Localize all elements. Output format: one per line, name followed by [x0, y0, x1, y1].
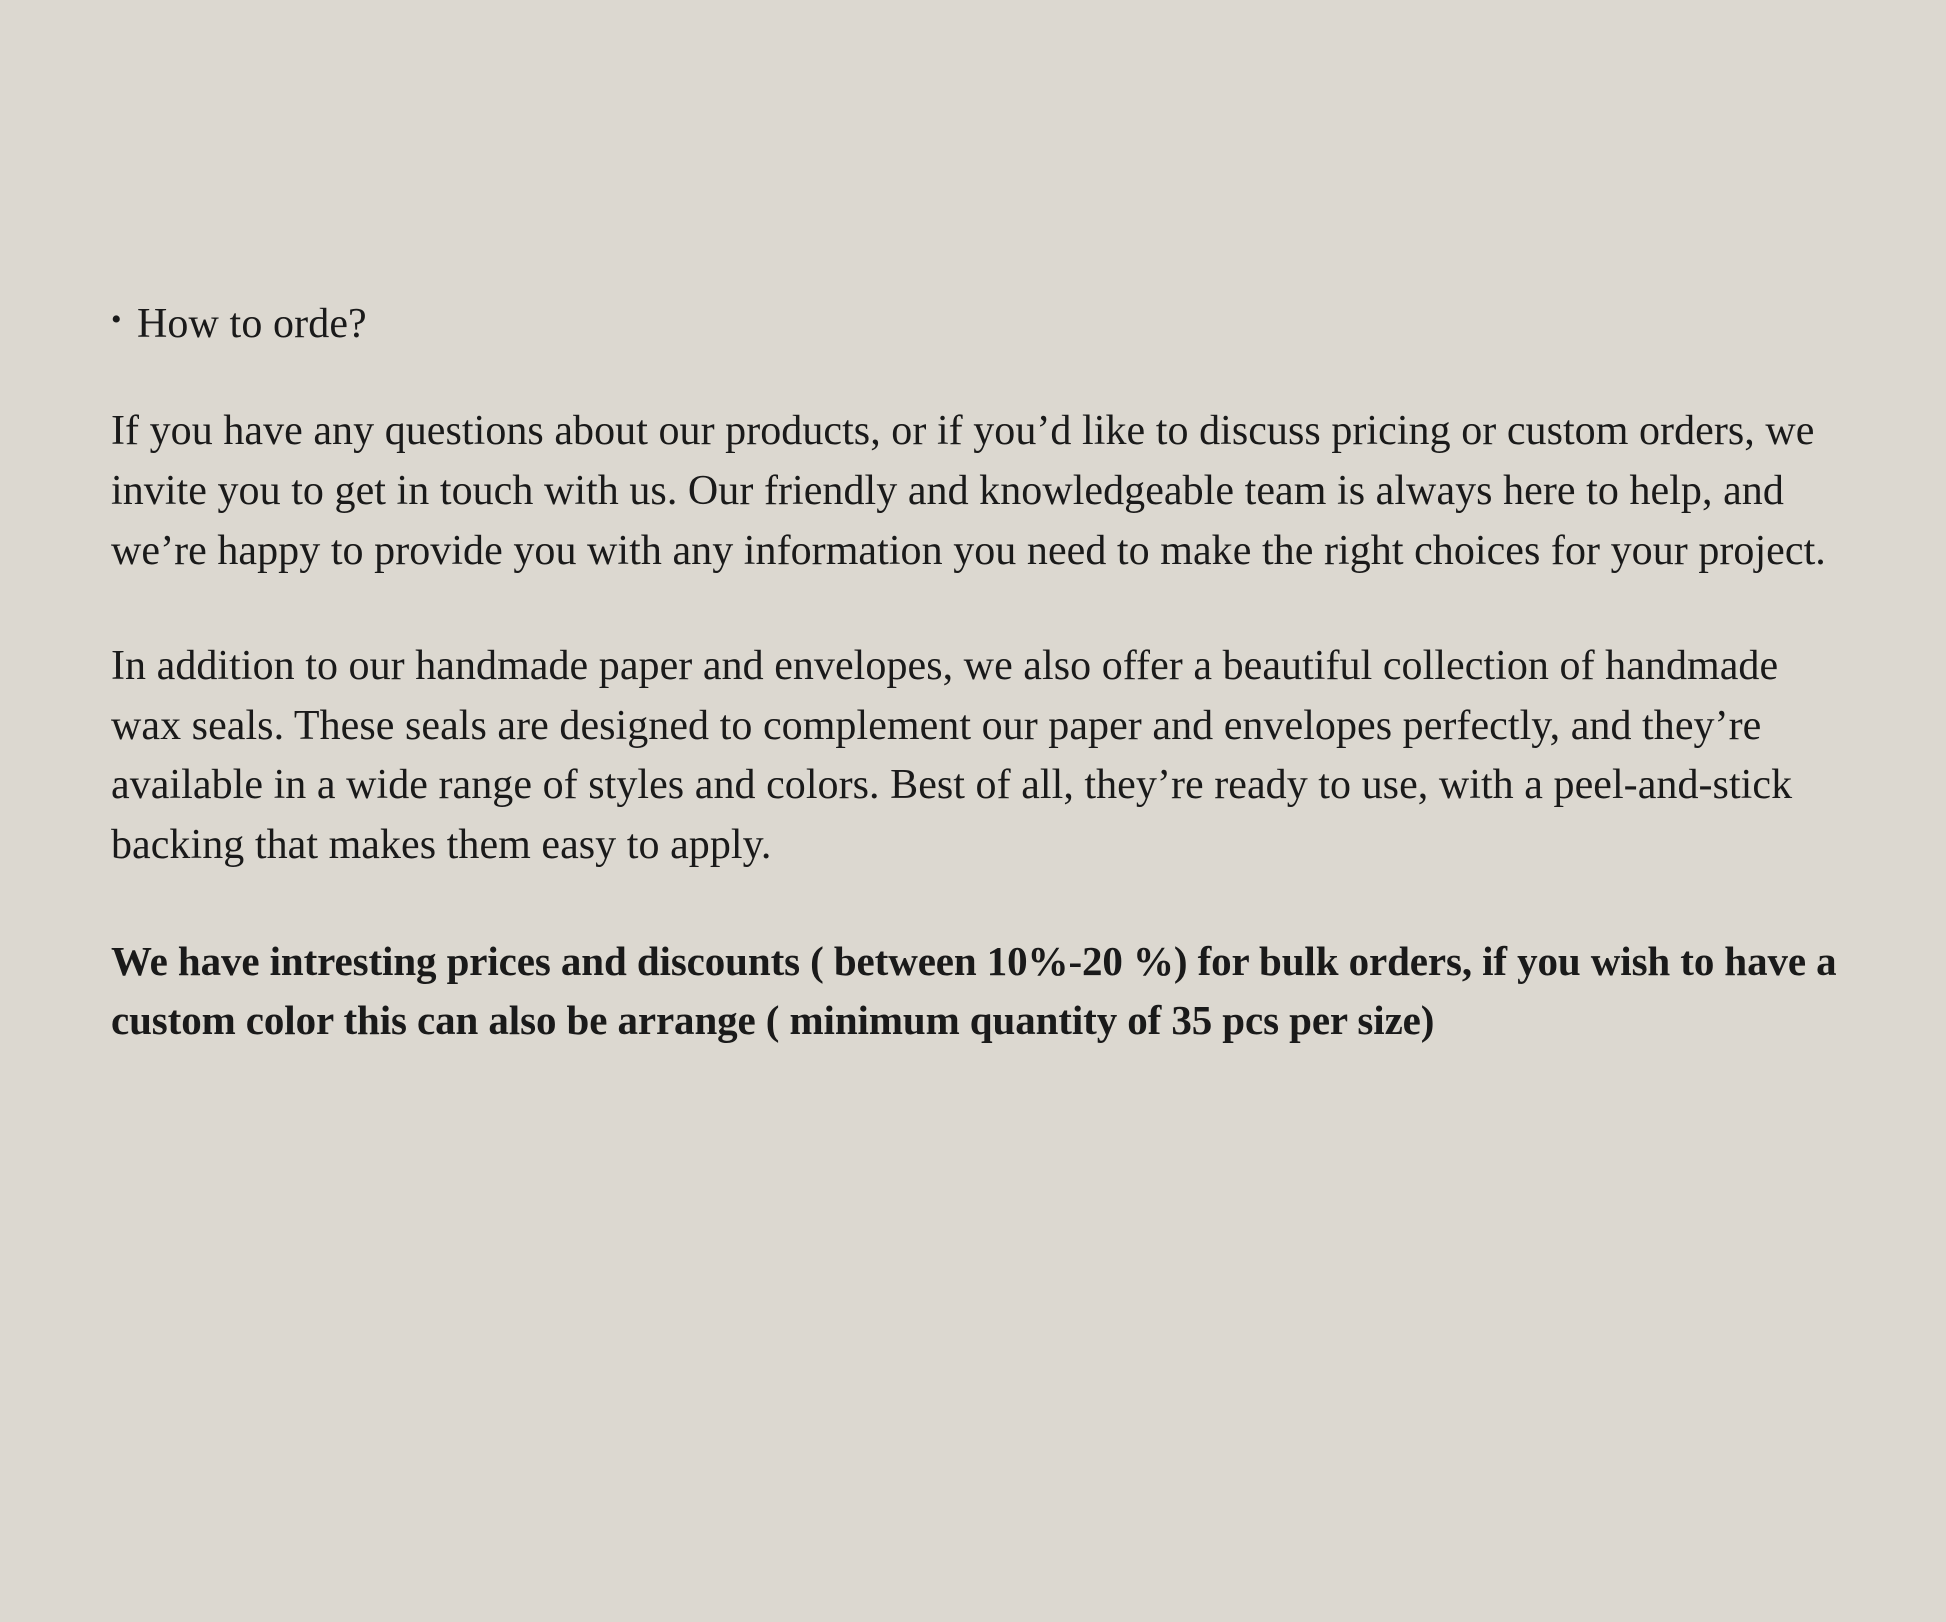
- paragraph-wax-seals: In addition to our handmade paper and envelopes, we also offer a beautiful collection of handmade wax seals. These seals are designed to complement our paper and envelopes perfectly, and they’re available in a wide range of styles and colors. Best of all, they’re ready to use, with a peel-and-stick backing that makes them easy to apply.: [111, 643, 1793, 869]
- bullet-icon: •: [111, 303, 122, 336]
- paragraph-contact-info: If you have any questions about our products, or if you’d like to discuss pricing or custom orders, we invite you to get in touch with us. Our friendly and knowledgeable team is always here to help, and we’re happy to provide you with any information you need to make the right choices for your project.: [111, 408, 1826, 574]
- page-title: How to orde?: [137, 301, 367, 347]
- heading-row: [111, 300, 1853, 348]
- paragraph-pricing-bold: We have intresting prices and discounts ( between 10%-20 %) for bulk orders, if you wish to have a custom color this can also be arrange ( minimum quantity of 35 pcs per size): [111, 937, 1837, 1044]
- document-content: [93, 300, 1853, 1051]
